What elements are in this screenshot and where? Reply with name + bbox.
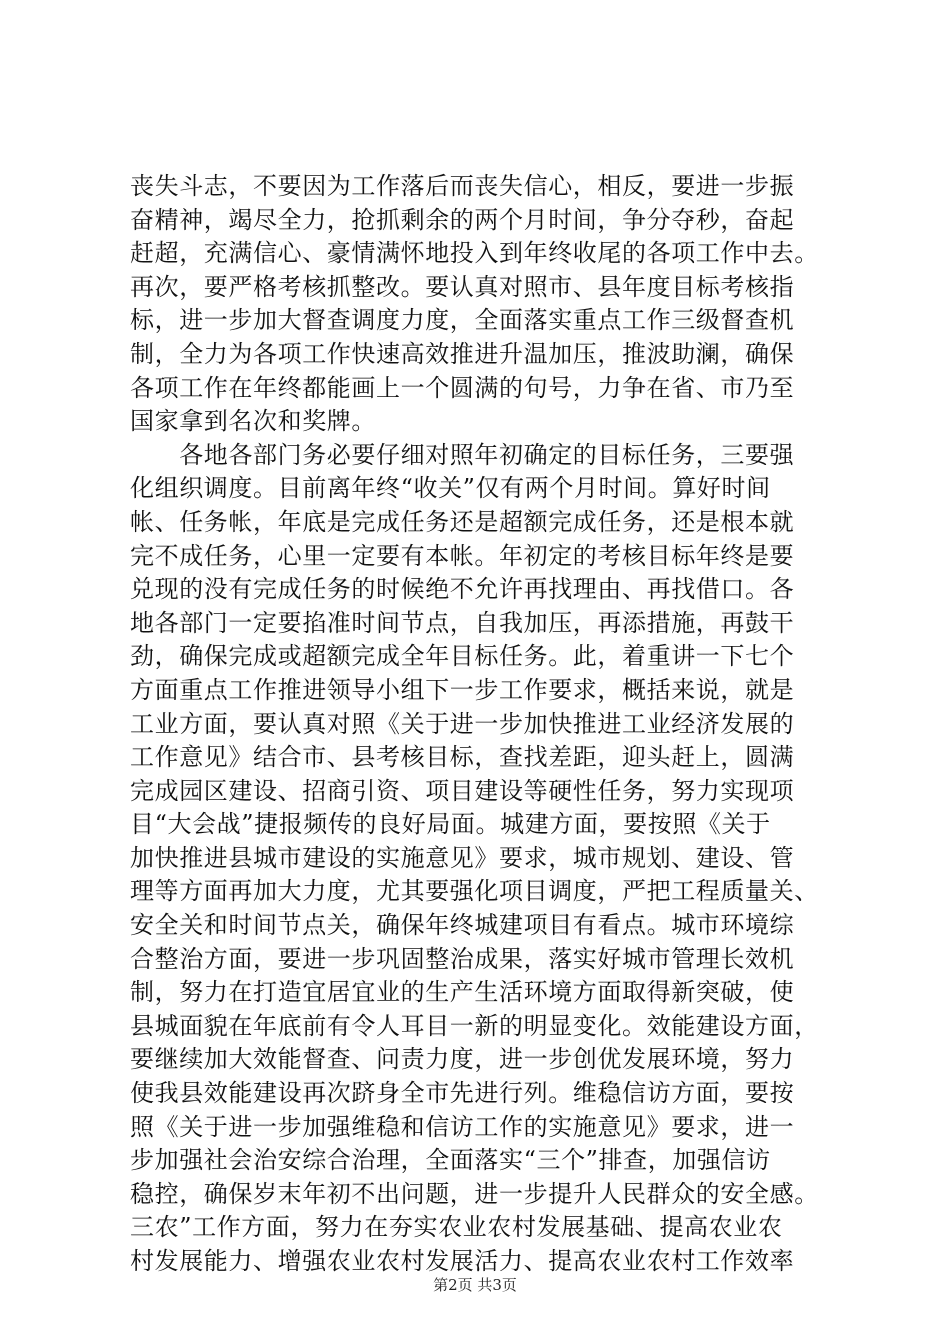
- text-line: 各地各部门务必要仔细对照年初确定的目标任务，三要强: [130, 440, 795, 469]
- text-line: 步加强社会治安综合治理，全面落实“三个”排查，加强信访: [130, 1146, 771, 1175]
- text-line: 帐、任务帐，年底是完成任务还是超额完成任务，还是根本就: [130, 507, 795, 536]
- text-line: 奋精神，竭尽全力，抢抓剩余的两个月时间，争分夺秒，奋起: [130, 205, 795, 234]
- text-line: 安全关和时间节点关，确保年终城建项目有看点。城市环境综: [130, 911, 795, 940]
- text-line: 方面重点工作推进领导小组下一步工作要求，概括来说，就是: [130, 675, 795, 704]
- text-line: 目“大会战”捷报频传的良好局面。城建方面，要按照《关于: [130, 810, 771, 839]
- text-line: 工作意见》结合市、县考核目标，查找差距，迎头赶上，圆满: [130, 743, 795, 772]
- text-line: 赶超，充满信心、豪情满怀地投入到年终收尾的各项工作中去。: [130, 239, 819, 268]
- text-line: 标，进一步加大督查调度力度，全面落实重点工作三级督查机: [130, 306, 795, 335]
- text-line: 使我县效能建设再次跻身全市先进行列。维稳信访方面，要按: [130, 1079, 795, 1108]
- text-line: 再次，要严格考核抓整改。要认真对照市、县年度目标考核指: [130, 272, 795, 301]
- body-text: [130, 170, 830, 1279]
- text-line: 国家拿到名次和奖牌。: [130, 407, 376, 436]
- text-line: 完成园区建设、招商引资、项目建设等硬性任务，努力实现项: [130, 776, 795, 805]
- page-number-footer: 第2页 共3页: [433, 1276, 517, 1294]
- text-line: 稳控，确保岁末年初不出问题，进一步提升人民群众的安全感。: [130, 1179, 819, 1208]
- text-line: 加快推进县城市建设的实施意见》要求，城市规划、建设、管: [130, 843, 795, 872]
- text-line: 工业方面，要认真对照《关于进一步加快推进工业经济发展的: [130, 709, 795, 738]
- text-line: 照《关于进一步加强维稳和信访工作的实施意见》要求，进一: [130, 1112, 795, 1141]
- text-line: 劲，确保完成或超额完成全年目标任务。此，着重讲一下七个: [130, 642, 795, 671]
- text-line: 理等方面再加大力度，尤其要强化项目调度，严把工程质量关、: [130, 877, 819, 906]
- text-line: 制，全力为各项工作快速高效推进升温加压，推波助澜，确保: [130, 339, 795, 368]
- text-line: 完不成任务，心里一定要有本帐。年初定的考核目标年终是要: [130, 541, 795, 570]
- text-line: 村发展能力、增强农业农村发展活力、提高农业农村工作效率: [130, 1247, 795, 1275]
- text-line: 地各部门一定要掐准时间节点，自我加压，再添措施，再鼓干: [130, 608, 795, 637]
- text-line: 各项工作在年终都能画上一个圆满的句号，力争在省、市乃至: [130, 373, 795, 402]
- text-line: 化组织调度。目前离年终“收关”仅有两个月时间。算好时间: [130, 474, 771, 503]
- text-line: 县城面貌在年底前有令人耳目一新的明显变化。效能建设方面，: [130, 1011, 819, 1040]
- text-line: 合整治方面，要进一步巩固整治成果，落实好城市管理长效机: [130, 944, 795, 973]
- text-line: 丧失斗志，不要因为工作落后而丧失信心，相反，要进一步振: [130, 172, 795, 200]
- text-line: 制，努力在打造宜居宜业的生产生活环境方面取得新突破，使: [130, 978, 795, 1007]
- text-line: 三农”工作方面，努力在夯实农业农村发展基础、提高农业农: [130, 1213, 783, 1242]
- text-line: 要继续加大效能督查、问责力度，进一步创优发展环境，努力: [130, 1045, 795, 1074]
- text-line: 兑现的没有完成任务的时候绝不允许再找理由、再找借口。各: [130, 575, 795, 604]
